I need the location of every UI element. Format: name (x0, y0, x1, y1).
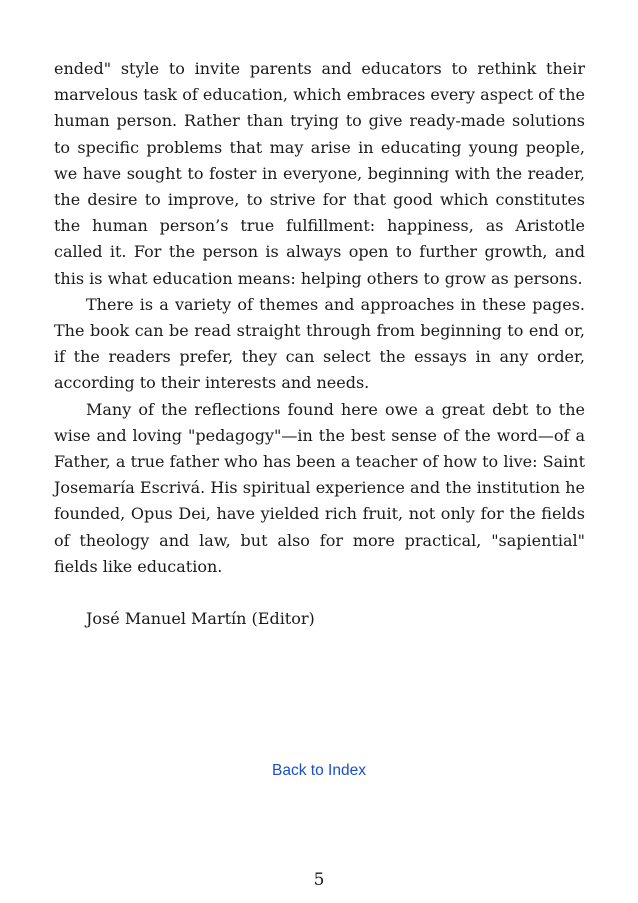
body-paragraph-themes: There is a variety of themes and approaches in these pages. The book can be read straight through from beginning to end or, if the readers prefer, they can select the essays in any order, according to their interests and needs. (54, 294, 585, 393)
body-paragraph-intro-continuation: ended" style to invite parents and educators to rethink their marvelous task of education, which embraces every aspect of the human person. Rather than trying to give ready-made solutions to specific problems that may arise in educating young people, we have sought to foster in everyone, beginning with the reader, the desire to improve, to strive for that good which constitutes the human person’s true fulfillment: happiness, as Aristotle called it. For the person is always open to further growth, and this is what education means: helping others to grow as persons. (54, 59, 585, 288)
editor-signature: José Manuel Martín (Editor) (86, 609, 315, 629)
page-body (54, 56, 585, 632)
back-to-index-link[interactable]: Back to Index (272, 762, 366, 779)
body-paragraph-reflections: Many of the reflections found here owe a great debt to the wise and loving "pedagogy"—in the best sense of the word—of a Father, a true father who has been a teacher of how to live: Saint Josemaría Escrivá. His spiritual experience and the institution he founded, Opus Dei, have yielded rich fruit, not only for the fields of theology and law, but also for more practical, "sapiential" fields like education. (54, 399, 585, 576)
page-number: 5 (313, 870, 325, 890)
